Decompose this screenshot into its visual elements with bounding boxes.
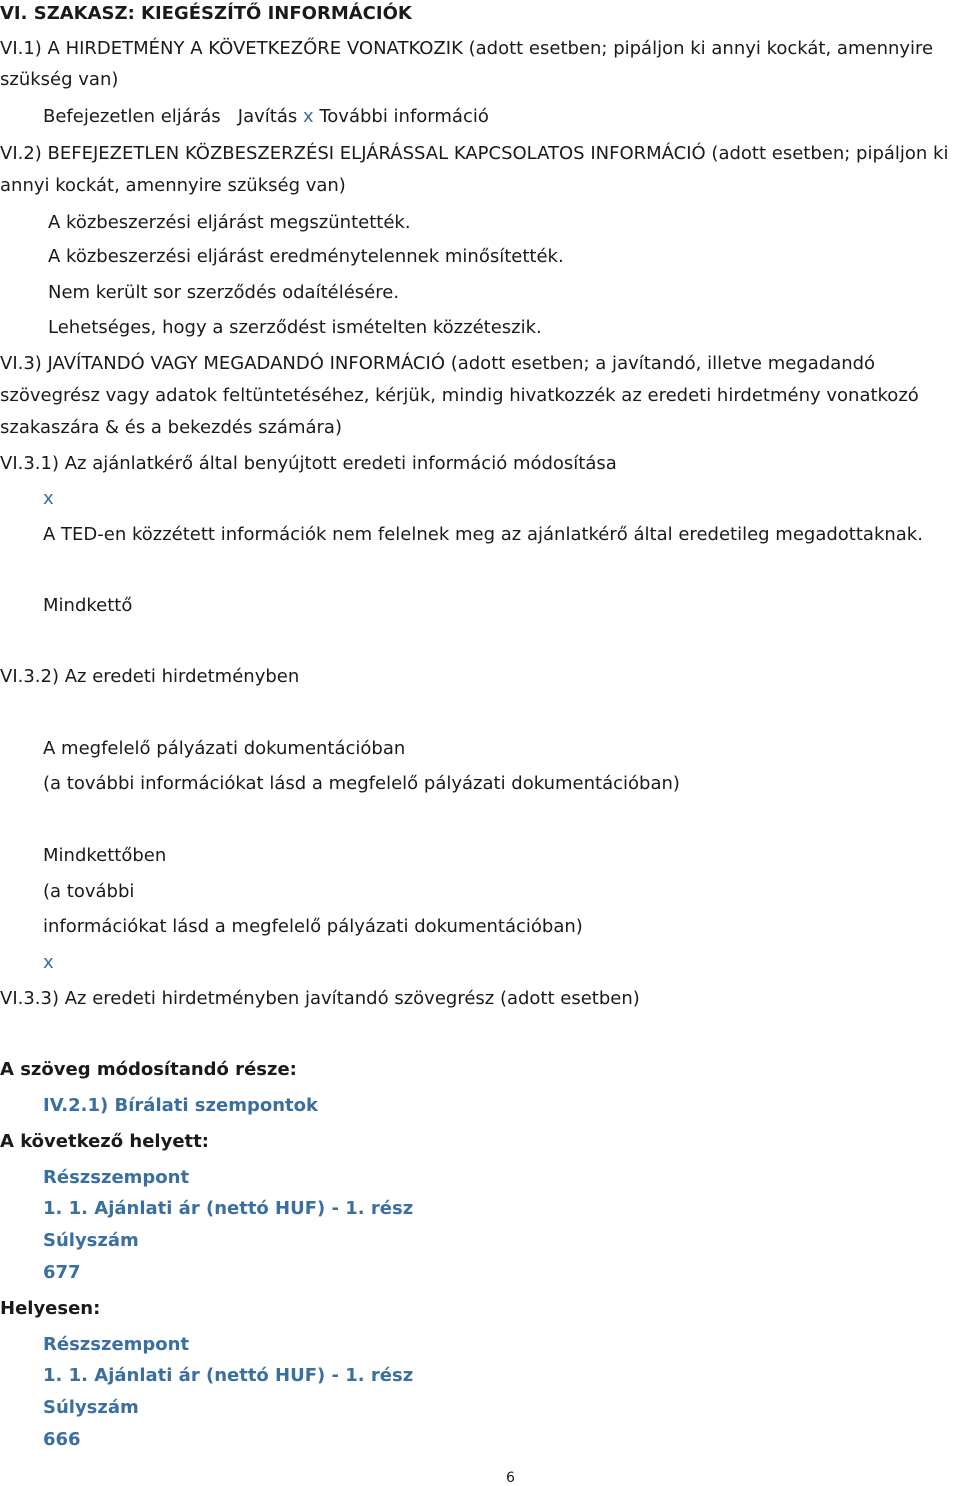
correct-criterion-value: 1. 1. Ajánlati ár (nettó HUF) - 1. rész xyxy=(43,1365,414,1386)
vi32-option-both-note2: információkat lásd a megfelelő pályázati dokumentációban) xyxy=(43,916,583,937)
page-number: 6 xyxy=(506,1470,515,1486)
section-title: VI. SZAKASZ: KIEGÉSZÍTŐ INFORMÁCIÓK xyxy=(0,3,412,24)
vi1-options-b: További információ xyxy=(313,106,489,127)
correct-weight-label: Súlyszám xyxy=(43,1397,139,1418)
vi32-option-both-note1: (a további xyxy=(43,881,135,902)
instead-weight-value: 677 xyxy=(43,1262,81,1283)
instead-label: A következő helyett: xyxy=(0,1131,209,1152)
instead-weight-label: Súlyszám xyxy=(43,1230,139,1251)
vi3-heading-line2: szövegrész vagy adatok feltüntetéséhez, kérjük, mindig hivatkozzék az eredeti hirdetmény vonatkozó xyxy=(0,385,919,406)
vi2-heading-line1: VI.2) BEFEJEZETLEN KÖZBESZERZÉSI ELJÁRÁSSAL KAPCSOLATOS INFORMÁCIÓ (adott esetben; pipáljon ki xyxy=(0,143,949,164)
vi32-option-docs-note: (a további információkat lásd a megfelelő pályázati dokumentációban) xyxy=(43,773,680,794)
vi2-option: Lehetséges, hogy a szerződést ismételten közzéteszik. xyxy=(48,317,542,338)
modify-label: A szöveg módosítandó része: xyxy=(0,1059,297,1080)
vi2-option: Nem került sor szerződés odaítélésére. xyxy=(48,282,400,303)
vi33-heading: VI.3.3) Az eredeti hirdetményben javítandó szövegrész (adott esetben) xyxy=(0,988,640,1009)
vi2-option: A közbeszerzési eljárást megszüntették. xyxy=(48,212,411,233)
vi2-option: A közbeszerzési eljárást eredménytelennek minősítették. xyxy=(48,246,564,267)
vi32-check-mark: x xyxy=(43,952,54,973)
vi1-options xyxy=(43,105,489,129)
modify-value: IV.2.1) Bírálati szempontok xyxy=(43,1095,318,1116)
correct-weight-value: 666 xyxy=(43,1429,81,1450)
instead-criterion-label: Részszempont xyxy=(43,1167,190,1188)
correct-criterion-label: Részszempont xyxy=(43,1334,190,1355)
vi3-heading-line1: VI.3) JAVÍTANDÓ VAGY MEGADANDÓ INFORMÁCIÓ (adott esetben; a javítandó, illetve megadandó xyxy=(0,353,876,374)
vi32-option-docs: A megfelelő pályázati dokumentációban xyxy=(43,738,406,759)
vi1-heading-line2: szükség van) xyxy=(0,69,119,90)
vi3-heading-line3: szakaszára & és a bekezdés számára) xyxy=(0,417,342,438)
vi1-options-a: Befejezetlen eljárás Javítás xyxy=(43,106,303,127)
correct-label: Helyesen: xyxy=(0,1298,101,1319)
vi1-heading-line1: VI.1) A HIRDETMÉNY A KÖVETKEZŐRE VONATKOZIK (adott esetben; pipáljon ki annyi kockát, amennyire xyxy=(0,38,934,59)
vi31-check-mark: x xyxy=(43,488,54,509)
vi32-heading: VI.3.2) Az eredeti hirdetményben xyxy=(0,666,300,687)
vi31-option-both: Mindkettő xyxy=(43,595,133,616)
javitas-check-mark: x xyxy=(302,106,314,127)
vi32-option-both: Mindkettőben xyxy=(43,845,167,866)
vi2-heading-line2: annyi kockát, amennyire szükség van) xyxy=(0,175,346,196)
vi31-option-ted: A TED-en közzétett információk nem felelnek meg az ajánlatkérő által eredetileg megadottaknak. xyxy=(43,524,923,545)
instead-criterion-value: 1. 1. Ajánlati ár (nettó HUF) - 1. rész xyxy=(43,1198,414,1219)
vi31-heading: VI.3.1) Az ajánlatkérő által benyújtott eredeti információ módosítása xyxy=(0,453,617,474)
